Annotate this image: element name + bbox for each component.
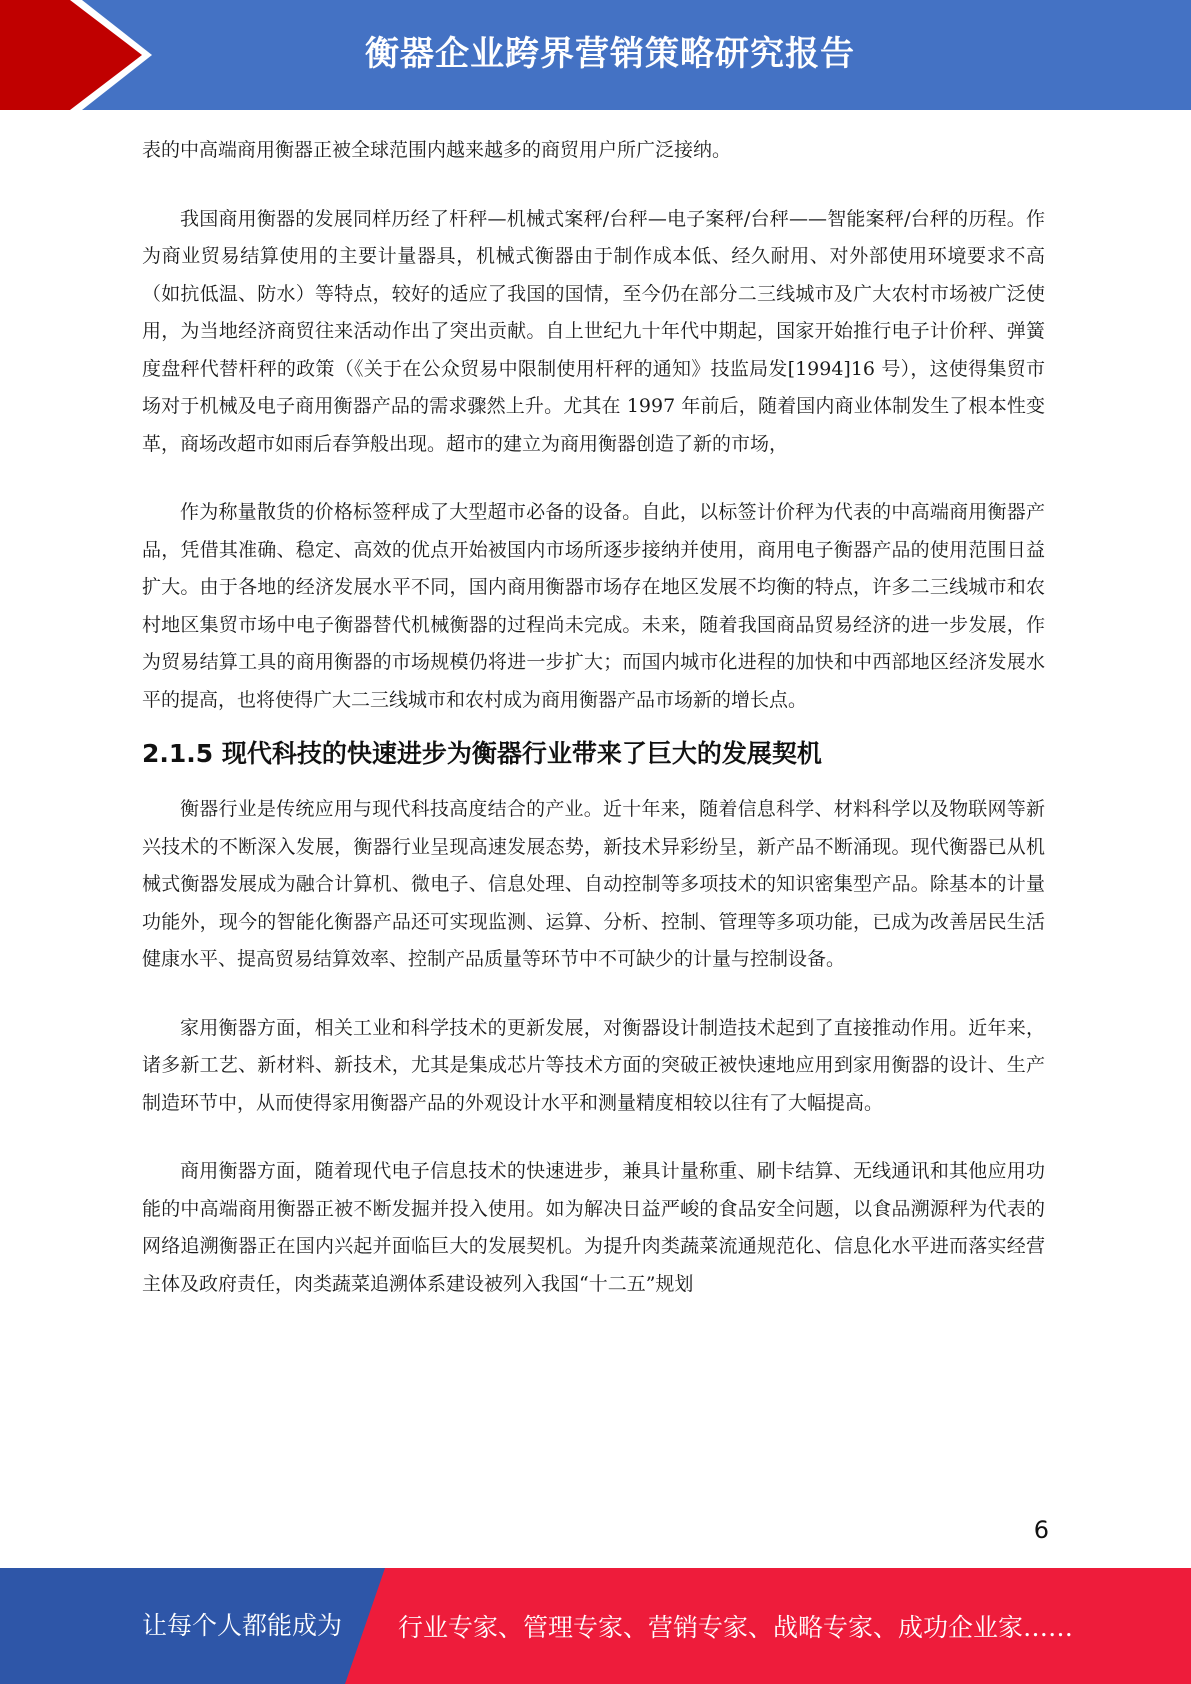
- page-number: 6: [1033, 1516, 1049, 1544]
- paragraph-household-scales: 家用衡器方面，相关工业和科学技术的更新发展，对衡器设计制造技术起到了直接推动作用。近年来，诸多新工艺、新材料、新技术，尤其是集成芯片等技术方面的突破正被快速地应用到家用衡器的设计、生产制造环节中，从而使得家用衡器产品的外观设计水平和测量精度相较以往有了大幅提高。: [142, 1016, 1045, 1114]
- paragraph-continued: 表的中高端商用衡器正被全球范围内越来越多的商贸用户所广泛接纳。: [142, 139, 732, 161]
- page-content: [142, 132, 1045, 1303]
- footer-slogan-right: 行业专家、管理专家、营销专家、战略专家、成功企业家……: [398, 1613, 1074, 1642]
- paragraph-commercial-scale-history: 我国商用衡器的发展同样历经了杆秤—机械式案秤/台秤—电子案秤/台秤——智能案秤/台秤的历程。作为商业贸易结算使用的主要计量器具，机械式衡器由于制作成本低、经久耐用、对外部使用环境要求不高（如抗低温、防水）等特点，较好的适应了我国的国情，至今仍在部分二三线城市及广大农村市场被广泛使用，为当地经济商贸往来活动作出了突出贡献。自上世纪九十年代中期起，国家开始推行电子计价秤、弹簧度盘秤代替杆秤的政策（《关于在公众贸易中限制使用杆秤的通知》技监局发[1994]16 号），这使得集贸市场对于机械及电子商用衡器产品的需求骤然上升。尤其在 1997 年前后，随着国内商业体制发生了根本性变革，商场改超市如雨后春笋般出现。超市的建立为商用衡器创造了新的市场，: [142, 207, 1045, 455]
- paragraph-commercial-scales: 商用衡器方面，随着现代电子信息技术的快速进步，兼具计量称重、刷卡结算、无线通讯和其他应用功能的中高端商用衡器正被不断发掘并投入使用。如为解决日益严峻的食品安全问题，以食品溯源秤为代表的网络追溯衡器正在国内兴起并面临巨大的发展契机。为提升肉类蔬菜流通规范化、信息化水平进而落实经营主体及政府责任，肉类蔬菜追溯体系建设被列入我国“十二五”规划: [142, 1160, 1045, 1295]
- section-heading: 2.1.5 现代科技的快速进步为衡器行业带来了巨大的发展契机: [142, 739, 822, 768]
- page-header: [0, 0, 1191, 110]
- header-chevron-arrow: [0, 0, 142, 110]
- report-title: 衡器企业跨界营销策略研究报告: [365, 34, 855, 74]
- footer-slogan-left: 让每个人都能成为: [142, 1611, 343, 1640]
- paragraph-industry-technology: 衡器行业是传统应用与现代科技高度结合的产业。近十年来，随着信息科学、材料科学以及物联网等新兴技术的不断深入发展，衡器行业呈现高速发展态势，新技术异彩纷呈，新产品不断涌现。现代衡器已从机械式衡器发展成为融合计算机、微电子、信息处理、自动控制等多项技术的知识密集型产品。除基本的计量功能外，现今的智能化衡器产品还可实现监测、运算、分析、控制、管理等多项功能，已成为改善居民生活健康水平、提高贸易结算效率、控制产品质量等环节中不可缺少的计量与控制设备。: [142, 798, 1045, 970]
- page-footer: [0, 1568, 1191, 1684]
- paragraph-label-scale-market: 作为称量散货的价格标签秤成了大型超市必备的设备。自此，以标签计价秤为代表的中高端商用衡器产品，凭借其准确、稳定、高效的优点开始被国内市场所逐步接纳并使用，商用电子衡器产品的使用范围日益扩大。由于各地的经济发展水平不同，国内商用衡器市场存在地区发展不均衡的特点，许多二三线城市和农村地区集贸市场中电子衡器替代机械衡器的过程尚未完成。未来，随着我国商品贸易经济的进一步发展，作为贸易结算工具的商用衡器的市场规模仍将进一步扩大；而国内城市化进程的加快和中西部地区经济发展水平的提高，也将使得广大二三线城市和农村成为商用衡器产品市场新的增长点。: [142, 501, 1045, 711]
